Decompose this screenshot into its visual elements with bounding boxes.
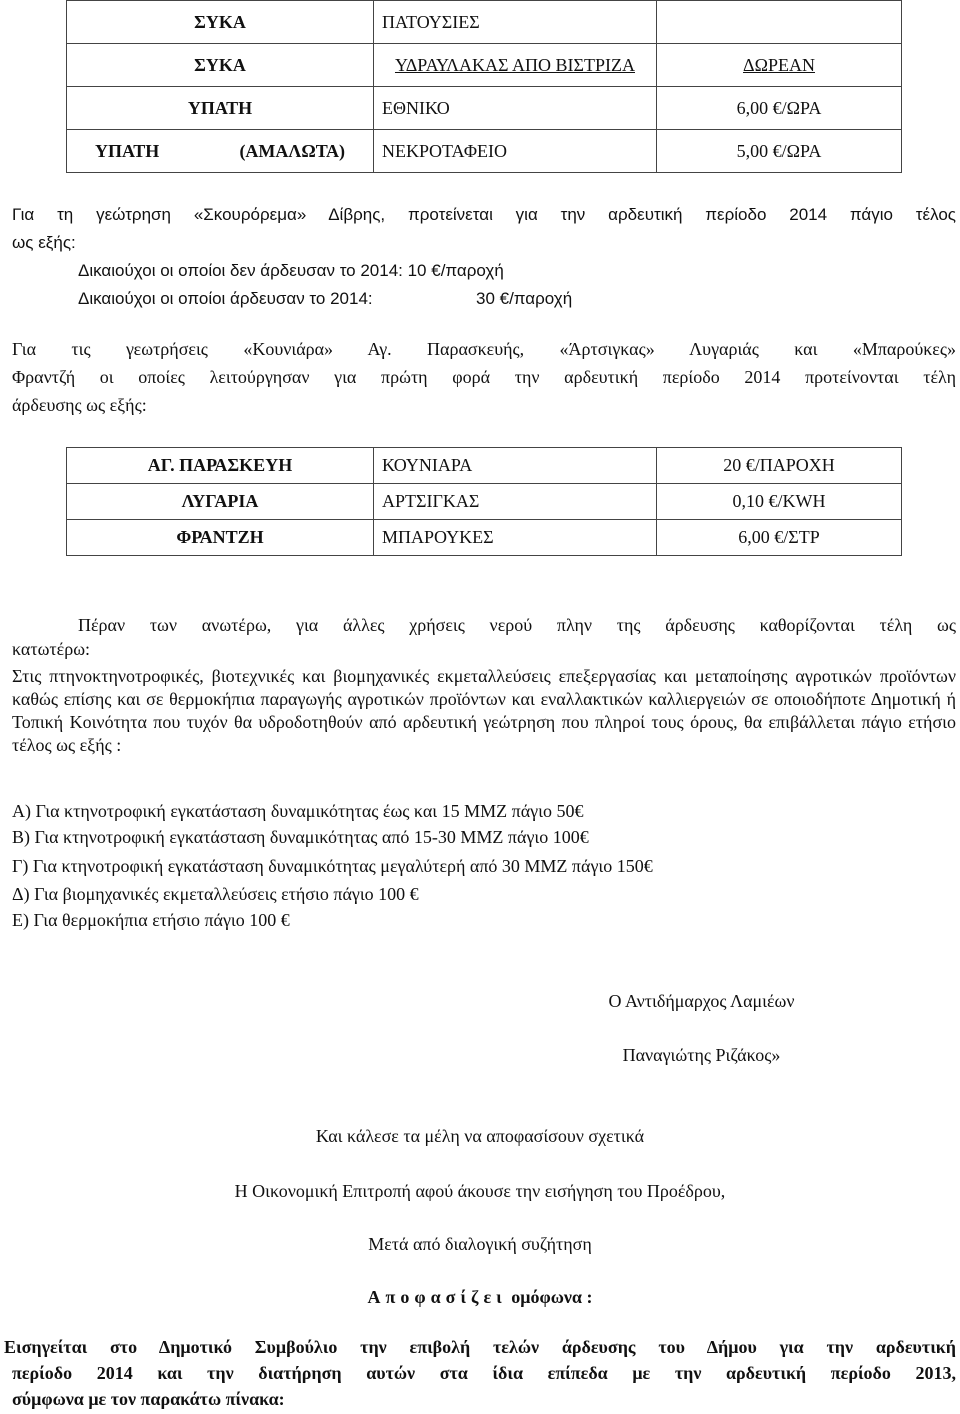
other-uses-line-1: Πέραν των ανωτέρω, για άλλες χρήσεις νερού πλην της άρδευσης καθορίζονται τέλη ως bbox=[78, 615, 956, 635]
fee-cell bbox=[657, 1, 902, 44]
fee-item-d: Δ) Για βιομηχανικές εκμεταλλεύσεις ετήσιο πάγιο 100 € bbox=[12, 884, 419, 904]
fee-item-a: Α) Για κτηνοτροφική εγκατάσταση δυναμικότητας έως και 15 ΜΜΖ πάγιο 50€ bbox=[12, 801, 584, 821]
invite-text: Και κάλεσε τα μέλη να αποφασίσουν σχετικά bbox=[315, 1126, 645, 1146]
table-row bbox=[67, 484, 902, 520]
wells-line-3: άρδευσης ως εξής: bbox=[12, 395, 147, 415]
fees-table-1 bbox=[66, 0, 902, 173]
decides-rest: ομόφωνα : bbox=[511, 1287, 593, 1307]
skourorema-line-1: Για τη γεώτρηση «Σκουρόρεμα» Δίβρης, προτείνεται για την αρδευτική περίοδο 2014 πάγιο τέλος bbox=[12, 205, 956, 224]
decides-spaced: Αποφασίζει bbox=[367, 1287, 507, 1307]
area-cell: ΣΥΚΑ bbox=[67, 1, 374, 44]
other-uses-paragraph: Στις πτηνοκτηνοτροφικές, βιοτεχνικές και βιομηχανικές εκμεταλλεύσεις επεξεργασίας και μεταποίησης αγροτικών προϊόντων καθώς επίσης και σε θερμοκήπια παραγωγής αγροτικών προϊόντων και εναλλακτικών καλλιεργειών σε οποιοδήποτε Δημοτική ή Τοπική Κοινότητα που τυχόν θα υδροδοτηθούν από αρδευτική γεώτρηση που πληροί τους όρους, θα επιβάλλεται πάγιο ετήσιο τέλος ως εξής : bbox=[12, 666, 956, 755]
fee-cell bbox=[657, 44, 902, 87]
table-row bbox=[67, 44, 902, 87]
location-text: ΥΔΡΑΥΛΑΚΑΣ ΑΠΟ ΒΙΣΤΡΙΖΑ bbox=[394, 54, 635, 75]
wells-line-2: Φραντζή οι οποίες λειτούργησαν για πρώτη φορά την αρδευτική περίοδο 2014 προτείνονται τέλη bbox=[12, 367, 956, 387]
signatory-role: Ο Αντιδήμαρχος Λαμιέων bbox=[608, 991, 795, 1011]
area-cell: ΑΓ. ΠΑΡΑΣΚΕΥΗ bbox=[67, 448, 374, 484]
area-subtext: (ΑΜΑΛΩΤΑ) bbox=[239, 140, 345, 161]
area-text: ΥΠΑΤΗ bbox=[95, 140, 160, 161]
skourorema-item-1: Δικαιούχοι οι οποίοι δεν άρδευσαν το 2014: 10 €/παροχή bbox=[78, 261, 504, 280]
fee-item-e: Ε) Για θερμοκήπια ετήσιο πάγιο 100 € bbox=[12, 910, 290, 930]
fee-text: ΔΩΡΕΑΝ bbox=[743, 54, 815, 75]
location-cell: ΠΑΤΟΥΣΙΕΣ bbox=[374, 1, 657, 44]
area-cell: ΛΥΓΑΡΙΑ bbox=[67, 484, 374, 520]
skourorema-item-2-value: 30 €/παροχή bbox=[476, 289, 573, 308]
table-row bbox=[67, 1, 902, 44]
fee-cell: 5,00 €/ΩΡΑ bbox=[657, 130, 902, 173]
committee-text: Η Οικονομική Επιτροπή αφού άκουσε την εισήγηση του Προέδρου, bbox=[234, 1181, 726, 1201]
recommendation-line-3: σύμφωνα με τον παρακάτω πίνακα: bbox=[12, 1389, 285, 1409]
fee-cell: 6,00 €/ΣΤΡ bbox=[657, 520, 902, 556]
recommendation-line-2: περίοδο 2014 και την διατήρηση αυτών στα ίδια επίπεδα με την αρδευτική περίοδο 2013, bbox=[12, 1363, 956, 1383]
location-cell: ΕΘΝΙΚΟ bbox=[374, 87, 657, 130]
recommendation-line-1: Εισηγείται στο Δημοτικό Συμβούλιο την επιβολή τελών άρδευσης του Δήμου για την αρδευτική bbox=[4, 1337, 956, 1357]
fee-cell: 20 €/ΠΑΡΟΧΗ bbox=[657, 448, 902, 484]
area-cell: ΥΠΑΤΗ bbox=[67, 87, 374, 130]
location-cell: ΑΡΤΣΙΓΚΑΣ bbox=[374, 484, 657, 520]
table-row bbox=[67, 87, 902, 130]
skourorema-item-2-label: Δικαιούχοι οι οποίοι άρδευσαν το 2014: bbox=[78, 289, 373, 308]
location-cell bbox=[374, 44, 657, 87]
discussion-text: Μετά από διαλογική συζήτηση bbox=[368, 1234, 592, 1254]
table-row bbox=[67, 130, 902, 173]
location-cell: ΜΠΑΡΟΥΚΕΣ bbox=[374, 520, 657, 556]
signatory-name: Παναγιώτης Ριζάκος» bbox=[622, 1045, 781, 1065]
fee-cell: 6,00 €/ΩΡΑ bbox=[657, 87, 902, 130]
other-uses-line-2: κατωτέρω: bbox=[12, 639, 91, 659]
table-row bbox=[67, 520, 902, 556]
skourorema-line-2: ως εξής: bbox=[12, 233, 76, 252]
area-cell: ΦΡΑΝΤΖΗ bbox=[67, 520, 374, 556]
fee-item-c: Γ) Για κτηνοτροφική εγκατάσταση δυναμικότητας μεγαλύτερή από 30 ΜΜΖ πάγιο 150€ bbox=[12, 856, 653, 876]
wells-line-1: Για τις γεωτρήσεις «Κουνιάρα» Αγ. Παρασκευής, «Άρτσιγκας» Λυγαριάς και «Μπαρούκες» bbox=[12, 339, 956, 359]
location-cell: ΚΟΥΝΙΑΡΑ bbox=[374, 448, 657, 484]
location-cell: ΝΕΚΡΟΤΑΦΕΙΟ bbox=[374, 130, 657, 173]
fee-cell: 0,10 €/KWH bbox=[657, 484, 902, 520]
area-cell: ΣΥΚΑ bbox=[67, 44, 374, 87]
area-cell bbox=[67, 130, 374, 173]
fee-item-b: Β) Για κτηνοτροφική εγκατάσταση δυναμικότητας από 15-30 ΜΜΖ πάγιο 100€ bbox=[12, 827, 589, 847]
fees-table-2 bbox=[66, 447, 902, 556]
decision-heading bbox=[0, 1286, 960, 1308]
table-row bbox=[67, 448, 902, 484]
